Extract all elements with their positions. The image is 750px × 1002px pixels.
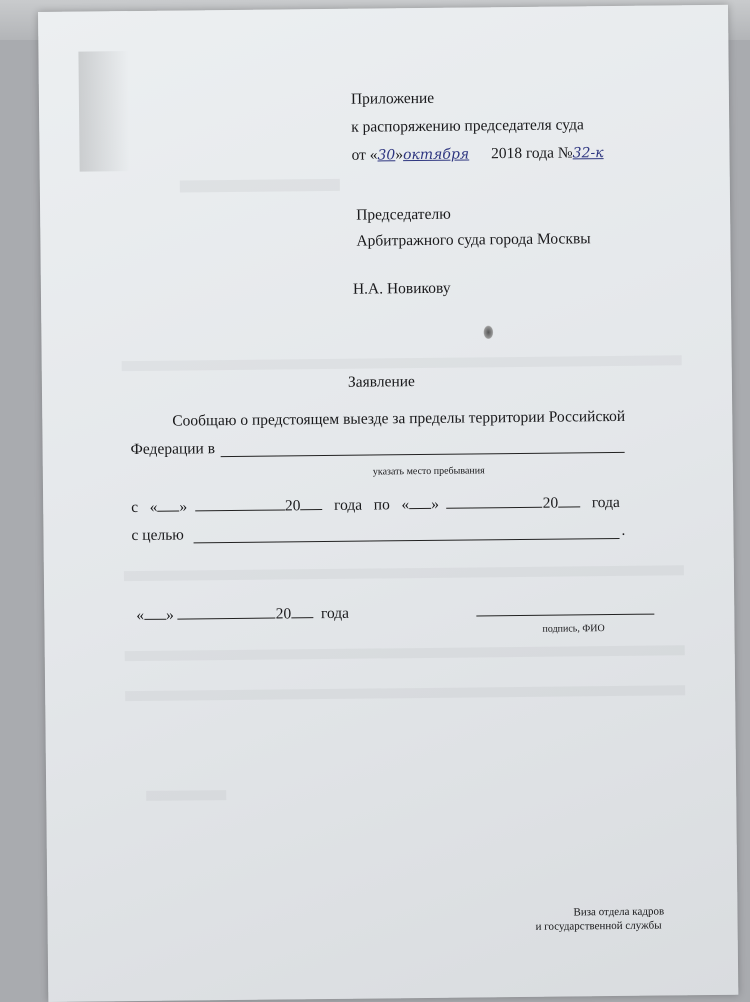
page-shadow (78, 51, 129, 172)
bleed-through-5 (125, 685, 685, 701)
footer-line-2: и государственной службы (535, 919, 662, 933)
header-year: 2018 года № (490, 144, 573, 163)
addressee-name: Н.А. Новикову (352, 279, 451, 298)
footer-line-1: Виза отдела кадров (573, 905, 665, 919)
header-line-2: к распоряжению председателя суда (351, 116, 584, 136)
bleed-through-4 (125, 645, 685, 661)
bleed-through-1 (180, 179, 340, 193)
from-year-field[interactable] (300, 495, 322, 510)
sig-century: 20 (275, 605, 292, 623)
to-day-field[interactable] (409, 494, 431, 509)
sig-month-field[interactable] (178, 604, 276, 620)
bleed-through-6 (146, 790, 226, 801)
signature-field[interactable] (476, 614, 654, 617)
sig-quote-close: » (165, 606, 174, 624)
hint-destination: указать место пребывания (372, 465, 485, 478)
purpose-field[interactable] (194, 538, 620, 543)
bleed-through-3 (124, 565, 684, 581)
to-month-field[interactable] (447, 493, 543, 509)
quote-open: « (149, 498, 158, 516)
statement-sentence-2: Федерации в (130, 440, 216, 459)
from-month-field[interactable] (195, 495, 285, 511)
header-line-3 (351, 144, 603, 165)
document-page (38, 5, 738, 1002)
bleed-through-2 (122, 355, 682, 371)
destination-field[interactable] (221, 452, 625, 457)
sig-quote-open: « (136, 606, 145, 625)
addressee-line-1: Председателю (356, 205, 451, 224)
to-year-word: года (591, 493, 620, 512)
date-range-row (131, 492, 620, 517)
month-handwritten: октября (402, 146, 470, 164)
header-line-1: Приложение (350, 89, 435, 108)
day-handwritten: 30 (377, 147, 396, 164)
sig-year-word: года (320, 604, 350, 623)
hint-signature: подпись, ФИО (542, 623, 605, 635)
signature-date-row (136, 603, 349, 625)
quote-close-2: » (179, 498, 188, 516)
quote-open-2: « (401, 496, 410, 514)
to-year-field[interactable] (558, 492, 580, 507)
sig-year-field[interactable] (291, 603, 313, 618)
purpose-period: . (621, 521, 626, 539)
to-label: по (373, 496, 390, 514)
from-century: 20 (284, 497, 301, 515)
statement-sentence-1: Сообщаю о предстоящем выезде за пределы территории Российской (172, 407, 626, 430)
addressee-line-2: Арбитражного суда города Москвы (356, 230, 591, 250)
number-handwritten: 32-к (572, 145, 604, 162)
from-day-field[interactable] (157, 497, 179, 512)
ink-spot (483, 325, 493, 339)
from-label: с (131, 498, 139, 517)
header-prefix: от « (351, 146, 378, 164)
quote-close-3: » (431, 495, 440, 513)
quote-close: » (395, 146, 404, 164)
purpose-label: с целью (131, 526, 184, 545)
from-year-word: года (333, 496, 363, 514)
sig-day-field[interactable] (144, 605, 166, 620)
statement-title: Заявление (347, 373, 415, 391)
to-century: 20 (542, 494, 559, 512)
